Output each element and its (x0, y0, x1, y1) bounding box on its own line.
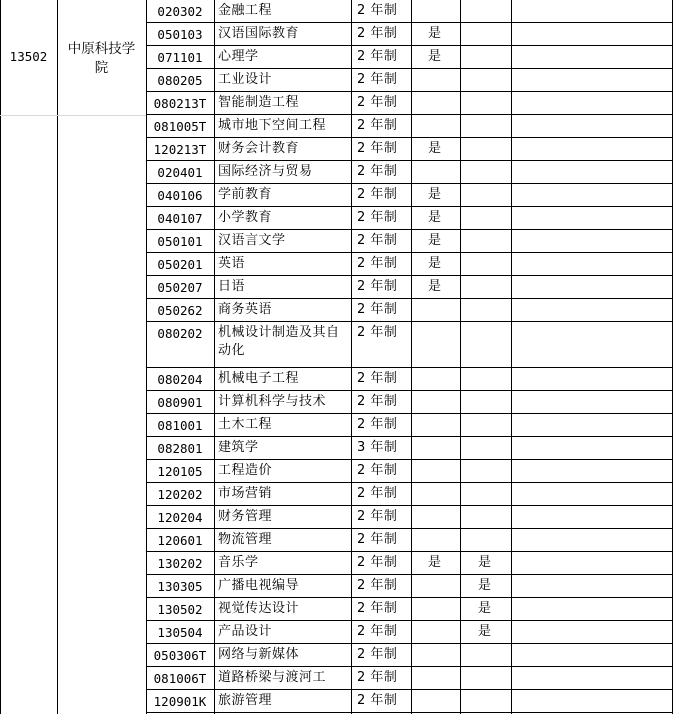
flag-a-mark (411, 506, 460, 529)
column-divider (214, 0, 215, 714)
major-name: 机械设计制造及其自动化 (218, 325, 340, 358)
flag-b-mark (460, 23, 511, 46)
flag-a-mark (411, 667, 460, 690)
major-code: 050207 (157, 280, 203, 295)
study-duration: 3 年制 (357, 440, 398, 455)
major-code: 120901K (153, 694, 207, 709)
major-name: 机械电子工程 (218, 371, 300, 386)
major-name: 计算机科学与技术 (218, 394, 327, 409)
major-code: 050103 (157, 27, 203, 42)
study-duration: 2 年制 (357, 509, 398, 524)
flag-b-mark (460, 184, 511, 207)
university-code: 13502 (9, 49, 48, 64)
flag-a-mark (411, 437, 460, 460)
major-name: 汉语国际教育 (218, 26, 300, 41)
study-duration: 2 年制 (357, 302, 398, 317)
major-name: 工业设计 (218, 72, 273, 87)
major-name: 国际经济与贸易 (218, 164, 313, 179)
major-name: 城市地下空间工程 (218, 118, 327, 133)
flag-a-mark (411, 322, 460, 368)
row-divider (146, 551, 673, 552)
major-code: 120202 (157, 487, 203, 502)
study-duration: 2 年制 (357, 624, 398, 639)
flag-a-mark (411, 529, 460, 552)
column-divider (511, 0, 512, 714)
study-duration: 2 年制 (357, 279, 398, 294)
major-code: 080213T (153, 96, 207, 111)
major-name: 智能制造工程 (218, 95, 300, 110)
major-code: 081001 (157, 418, 203, 433)
row-divider (146, 160, 673, 161)
row-divider (146, 321, 673, 322)
major-name: 心理学 (218, 49, 259, 64)
study-duration: 2 年制 (357, 325, 398, 340)
flag-b-mark: 是 (477, 624, 491, 639)
study-duration: 2 年制 (357, 187, 398, 202)
major-code: 050306T (153, 648, 207, 663)
major-code: 130202 (157, 556, 203, 571)
column-divider (57, 0, 58, 714)
row-divider (146, 183, 673, 184)
row-divider (146, 459, 673, 460)
major-name: 日语 (218, 279, 246, 294)
flag-b-mark (460, 0, 511, 23)
flag-b-mark (460, 437, 511, 460)
flag-a-mark: 是 (427, 26, 441, 41)
row-divider (146, 712, 673, 713)
study-duration: 2 年制 (357, 164, 398, 179)
flag-a-mark (411, 69, 460, 92)
major-code: 050101 (157, 234, 203, 249)
major-name: 网络与新媒体 (218, 647, 300, 662)
column-divider (411, 0, 412, 714)
study-duration: 2 年制 (357, 26, 398, 41)
study-duration: 2 年制 (357, 394, 398, 409)
row-divider (146, 482, 673, 483)
flag-b-mark (460, 46, 511, 69)
major-code: 120601 (157, 533, 203, 548)
major-code: 130502 (157, 602, 203, 617)
flag-a-mark: 是 (427, 49, 441, 64)
major-name: 英语 (218, 256, 246, 271)
major-name: 物流管理 (218, 532, 273, 547)
study-duration: 2 年制 (357, 601, 398, 616)
major-code: 040106 (157, 188, 203, 203)
university-name: 中原科技学院 (67, 41, 136, 76)
flag-b-mark (460, 690, 511, 713)
row-divider (146, 574, 673, 575)
flag-b-mark (460, 69, 511, 92)
study-duration: 2 年制 (357, 95, 398, 110)
major-name: 视觉传达设计 (218, 601, 300, 616)
major-code: 120105 (157, 464, 203, 479)
row-divider (146, 666, 673, 667)
study-duration: 2 年制 (357, 647, 398, 662)
major-code: 120213T (153, 142, 207, 157)
row-divider (146, 22, 673, 23)
flag-b-mark (460, 506, 511, 529)
major-name: 商务英语 (218, 302, 273, 317)
major-name: 建筑学 (218, 440, 259, 455)
flag-a-mark (411, 161, 460, 184)
major-name: 旅游管理 (218, 693, 273, 708)
flag-b-mark: 是 (477, 578, 491, 593)
study-duration: 2 年制 (357, 578, 398, 593)
flag-a-mark (411, 644, 460, 667)
study-duration: 2 年制 (357, 371, 398, 386)
flag-b-mark (460, 483, 511, 506)
flag-a-mark (411, 391, 460, 414)
flag-a-mark (411, 483, 460, 506)
row-divider (146, 137, 673, 138)
major-code: 080202 (157, 326, 203, 341)
flag-b-mark: 是 (477, 555, 491, 570)
study-duration: 2 年制 (357, 693, 398, 708)
study-duration: 2 年制 (357, 463, 398, 478)
flag-b-mark (460, 115, 511, 138)
column-divider (460, 0, 461, 714)
major-code: 071101 (157, 50, 203, 65)
major-name: 小学教育 (218, 210, 273, 225)
flag-a-mark (411, 368, 460, 391)
row-divider (146, 390, 673, 391)
flag-b-mark (460, 299, 511, 322)
row-divider (146, 91, 673, 92)
row-divider (146, 436, 673, 437)
flag-b-mark (460, 529, 511, 552)
row-divider (146, 620, 673, 621)
major-code: 082801 (157, 441, 203, 456)
study-duration: 2 年制 (357, 118, 398, 133)
major-code: 120204 (157, 510, 203, 525)
study-duration: 2 年制 (357, 256, 398, 271)
study-duration: 2 年制 (357, 417, 398, 432)
flag-b-mark (460, 322, 511, 368)
flag-b-mark (460, 460, 511, 483)
flag-a-mark: 是 (427, 555, 441, 570)
flag-b-mark (460, 667, 511, 690)
flag-a-mark (411, 575, 460, 598)
column-divider (351, 0, 352, 714)
major-name: 市场营销 (218, 486, 273, 501)
major-code: 080204 (157, 372, 203, 387)
study-duration: 2 年制 (357, 72, 398, 87)
major-code: 080901 (157, 395, 203, 410)
flag-a-mark (411, 460, 460, 483)
row-divider (146, 597, 673, 598)
study-duration: 2 年制 (357, 532, 398, 547)
major-code: 020401 (157, 165, 203, 180)
flag-b-mark (460, 644, 511, 667)
flag-b-mark (460, 391, 511, 414)
flag-a-mark (411, 92, 460, 115)
flag-a-mark: 是 (427, 256, 441, 271)
flag-b-mark (460, 92, 511, 115)
study-duration: 2 年制 (357, 210, 398, 225)
row-divider (146, 689, 673, 690)
major-name: 工程造价 (218, 463, 273, 478)
major-code: 020302 (157, 4, 203, 19)
flag-a-mark: 是 (427, 279, 441, 294)
flag-a-mark (411, 299, 460, 322)
major-name: 产品设计 (218, 624, 273, 639)
study-duration: 2 年制 (357, 486, 398, 501)
flag-a-mark: 是 (427, 210, 441, 225)
row-divider (146, 45, 673, 46)
row-divider (146, 68, 673, 69)
block-separator (0, 115, 146, 116)
row-divider (146, 367, 673, 368)
flag-b-mark: 是 (477, 601, 491, 616)
major-code: 050201 (157, 257, 203, 272)
flag-b-mark (460, 138, 511, 161)
study-duration: 2 年制 (357, 670, 398, 685)
major-name: 金融工程 (218, 3, 273, 18)
column-divider (146, 0, 147, 714)
row-divider (146, 275, 673, 276)
major-code: 050262 (157, 303, 203, 318)
flag-a-mark (411, 598, 460, 621)
study-duration: 2 年制 (357, 233, 398, 248)
row-divider (146, 252, 673, 253)
row-divider (146, 528, 673, 529)
flag-a-mark (411, 0, 460, 23)
major-name: 汉语言文学 (218, 233, 286, 248)
row-divider (146, 643, 673, 644)
row-divider (146, 413, 673, 414)
major-code: 130305 (157, 579, 203, 594)
major-code: 130504 (157, 625, 203, 640)
flag-a-mark (411, 414, 460, 437)
flag-b-mark (460, 230, 511, 253)
major-name: 财务会计教育 (218, 141, 300, 156)
flag-b-mark (460, 368, 511, 391)
study-duration: 2 年制 (357, 141, 398, 156)
flag-b-mark (460, 161, 511, 184)
flag-a-mark (411, 115, 460, 138)
major-name: 广播电视编导 (218, 578, 300, 593)
flag-a-mark (411, 621, 460, 644)
major-name: 土木工程 (218, 417, 273, 432)
flag-a-mark: 是 (427, 187, 441, 202)
major-code: 040107 (157, 211, 203, 226)
flag-b-mark (460, 276, 511, 299)
flag-b-mark (460, 253, 511, 276)
major-name: 道路桥梁与渡河工 (218, 670, 327, 685)
row-divider (146, 298, 673, 299)
flag-a-mark: 是 (427, 233, 441, 248)
flag-b-mark (460, 207, 511, 230)
flag-a-mark: 是 (427, 141, 441, 156)
column-divider (0, 0, 1, 714)
row-divider (146, 114, 673, 115)
major-name: 音乐学 (218, 555, 259, 570)
major-name: 学前教育 (218, 187, 273, 202)
flag-a-mark (411, 690, 460, 713)
row-divider (146, 229, 673, 230)
row-divider (146, 505, 673, 506)
major-code: 081005T (153, 119, 207, 134)
study-duration: 2 年制 (357, 3, 398, 18)
major-code: 081006T (153, 671, 207, 686)
major-name: 财务管理 (218, 509, 273, 524)
flag-b-mark (460, 414, 511, 437)
study-duration: 2 年制 (357, 555, 398, 570)
study-duration: 2 年制 (357, 49, 398, 64)
major-code: 080205 (157, 73, 203, 88)
row-divider (146, 206, 673, 207)
